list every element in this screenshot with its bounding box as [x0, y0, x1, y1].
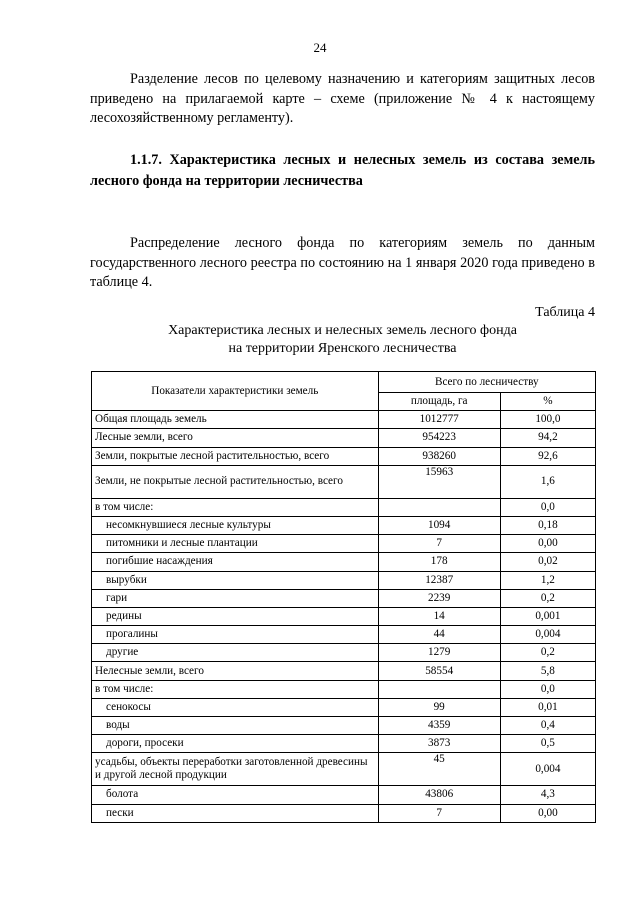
header-area: площадь, га	[378, 393, 500, 411]
row-percent: 0,5	[500, 735, 595, 753]
table-header-row	[92, 372, 596, 393]
page-number: 24	[313, 40, 327, 55]
row-label: гари	[92, 589, 379, 607]
row-percent: 0,2	[500, 644, 595, 662]
table-row	[92, 498, 596, 516]
row-area: 99	[378, 698, 500, 716]
table-caption	[90, 322, 595, 358]
row-label: несомкнувшиеся лесные культуры	[92, 516, 379, 534]
table-row	[92, 735, 596, 753]
row-percent: 0,004	[500, 753, 595, 786]
row-percent: 0,0	[500, 498, 595, 516]
row-label: другие	[92, 644, 379, 662]
row-area: 1094	[378, 516, 500, 534]
row-area: 3873	[378, 735, 500, 753]
row-area: 7	[378, 535, 500, 553]
land-characteristics-table	[91, 371, 596, 823]
row-percent: 0,18	[500, 516, 595, 534]
row-area: 43806	[378, 786, 500, 804]
row-area	[378, 498, 500, 516]
table-row	[92, 786, 596, 804]
table-row	[92, 698, 596, 716]
row-area: 7	[378, 804, 500, 822]
row-label: погибшие насаждения	[92, 553, 379, 571]
row-percent: 0,4	[500, 717, 595, 735]
row-area: 1279	[378, 644, 500, 662]
row-area: 178	[378, 553, 500, 571]
table-row	[92, 553, 596, 571]
row-label: Лесные земли, всего	[92, 429, 379, 447]
row-percent: 0,01	[500, 698, 595, 716]
intro-paragraph: Разделение лесов по целевому назначению и категориям защитных лесов приведено на прилагаемой карте – схеме (приложение № 4 к настоящему лесохозяйственному регламенту).	[90, 71, 595, 126]
row-percent: 1,6	[500, 465, 595, 498]
row-area: 44	[378, 626, 500, 644]
table-row	[92, 447, 596, 465]
row-label: усадьбы, объекты переработки заготовленной древесины и другой лесной продукции	[92, 753, 379, 786]
row-percent: 4,3	[500, 786, 595, 804]
table-row	[92, 680, 596, 698]
row-percent: 0,02	[500, 553, 595, 571]
row-percent: 94,2	[500, 429, 595, 447]
table-row	[92, 589, 596, 607]
row-area: 12387	[378, 571, 500, 589]
table-row	[92, 644, 596, 662]
row-percent: 0,00	[500, 804, 595, 822]
table-row	[92, 411, 596, 429]
row-percent: 1,2	[500, 571, 595, 589]
header-percent: %	[500, 393, 595, 411]
row-label: пески	[92, 804, 379, 822]
row-percent: 100,0	[500, 411, 595, 429]
table-row	[92, 753, 596, 786]
table-row	[92, 465, 596, 498]
row-area: 45	[378, 753, 500, 786]
row-area: 14	[378, 607, 500, 625]
row-area: 938260	[378, 447, 500, 465]
table-label: Таблица 4	[535, 305, 595, 320]
row-area: 1012777	[378, 411, 500, 429]
row-label: Земли, не покрытые лесной растительностью, всего	[92, 465, 379, 498]
row-label: вырубки	[92, 571, 379, 589]
distribution-paragraph: Распределение лесного фонда по категориям земель по данным государственного лесного реестра по состоянию на 1 января 2020 года приведено в таблице 4.	[90, 235, 595, 290]
row-percent: 92,6	[500, 447, 595, 465]
table-row	[92, 571, 596, 589]
table-row	[92, 607, 596, 625]
table-caption-line-2: на территории Яренского лесничества	[228, 341, 457, 356]
table-row	[92, 662, 596, 680]
table-row	[92, 429, 596, 447]
row-label: Земли, покрытые лесной растительностью, всего	[92, 447, 379, 465]
row-area	[378, 680, 500, 698]
row-label: сенокосы	[92, 698, 379, 716]
table-row	[92, 717, 596, 735]
row-label: болота	[92, 786, 379, 804]
section-heading: 1.1.7. Характеристика лесных и нелесных земель из состава земель лесного фонда на территории лесничества	[90, 152, 595, 189]
row-percent: 0,0	[500, 680, 595, 698]
row-label: дороги, просеки	[92, 735, 379, 753]
row-label: воды	[92, 717, 379, 735]
row-area: 954223	[378, 429, 500, 447]
row-label: питомники и лесные плантации	[92, 535, 379, 553]
table-row	[92, 626, 596, 644]
row-area: 2239	[378, 589, 500, 607]
table-row	[92, 535, 596, 553]
header-indicator: Показатели характеристики земель	[92, 372, 379, 411]
row-label: Нелесные земли, всего	[92, 662, 379, 680]
table-row	[92, 804, 596, 822]
table-caption-line-1: Характеристика лесных и нелесных земель лесного фонда	[168, 323, 517, 338]
row-label: Общая площадь земель	[92, 411, 379, 429]
row-label: в том числе:	[92, 680, 379, 698]
row-area: 4359	[378, 717, 500, 735]
row-area: 15963	[378, 465, 500, 498]
row-percent: 0,2	[500, 589, 595, 607]
header-total: Всего по лесничеству	[378, 372, 595, 393]
row-percent: 5,8	[500, 662, 595, 680]
row-label: в том числе:	[92, 498, 379, 516]
row-area: 58554	[378, 662, 500, 680]
row-percent: 0,004	[500, 626, 595, 644]
row-percent: 0,00	[500, 535, 595, 553]
row-label: прогалины	[92, 626, 379, 644]
table-row	[92, 516, 596, 534]
row-label: редины	[92, 607, 379, 625]
row-percent: 0,001	[500, 607, 595, 625]
